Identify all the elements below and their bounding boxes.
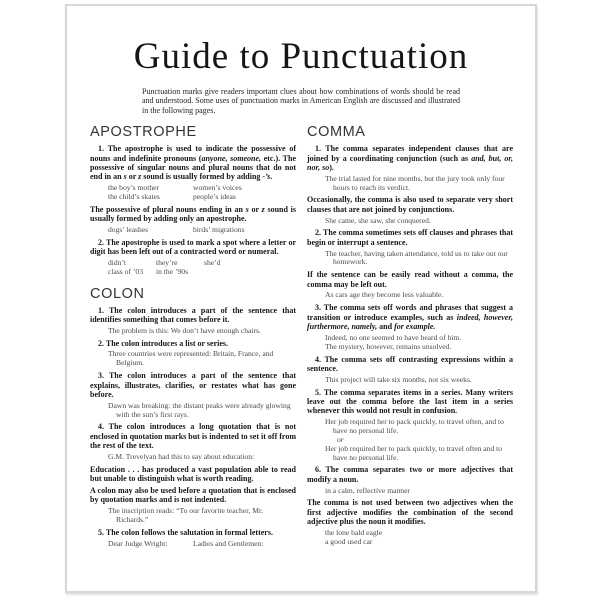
section-apostrophe [90, 124, 296, 276]
example-cell: Dear Judge Wright: [108, 538, 168, 548]
body-paragraph: 2. The comma sometimes sets off clauses and phrases that begin or interrupt a sentence. [307, 228, 513, 247]
example-block [307, 376, 513, 385]
example-row [90, 226, 296, 235]
example-cell: in the ’90s [156, 266, 189, 276]
example-line: The inscription reads: “To our favorite teacher, Mr. Richards.” [108, 505, 263, 524]
example-line: As cars age they become less valuable. [325, 290, 444, 300]
example-block [90, 350, 296, 368]
example-cell: women’s voices [193, 182, 242, 192]
example-block [307, 291, 513, 300]
example-cell: didn’t [108, 257, 127, 267]
example-line: or [337, 434, 344, 444]
example-line: The teacher, having taken attendance, told us to take out our homework. [325, 248, 508, 267]
example-block [307, 334, 513, 352]
example-columns [90, 259, 296, 277]
body-paragraph: A colon may also be used before a quotation that is enclosed by quotation marks and is not indented. [90, 485, 296, 505]
body-paragraph: 5. The colon follows the salutation in formal letters. [98, 527, 273, 537]
example-cell: dogs’ leashes [108, 224, 149, 234]
body-paragraph: 2. The apostrophe is used to mark a spot where a letter or digit has been left out of a contracted word or numeral. [90, 237, 296, 257]
example-block [90, 402, 296, 420]
example-cell: the child’s skates [108, 191, 160, 201]
example-block [307, 529, 513, 547]
example-line: Indeed, no one seemed to have heard of him. [325, 332, 462, 342]
example-line: the lone bald eagle [325, 527, 383, 537]
example-line: a good used car [325, 536, 373, 546]
example-columns [90, 226, 296, 235]
body-paragraph: The possessive of plural nouns ending in an s or z sound is usually formed by adding only an apostrophe. [90, 204, 296, 224]
example-cell: they’re [156, 257, 178, 267]
example-block [90, 453, 296, 462]
body-paragraph: 3. The comma sets off words and phrases that suggest a transition or introduce examples, such as indeed, however, furthermore, namely, and for example. [307, 303, 513, 331]
example-columns [90, 184, 296, 202]
example-cell: birds’ migrations [193, 224, 245, 234]
section-heading: APOSTROPHE [90, 124, 197, 141]
example-cell: class of ’03 [108, 266, 144, 276]
document-page [65, 4, 537, 593]
body-paragraph: 2. The colon introduces a list or series. [98, 338, 228, 348]
section-colon [90, 286, 296, 549]
body-paragraph: If the sentence can be easily read without a comma, the comma may be left out. [307, 270, 513, 289]
body-paragraph: 4. The comma sets off contrasting expressions within a sentence. [307, 354, 513, 373]
body-paragraph: The comma is not used between two adjectives when the first adjective modifies the combination of the second adjective plus the noun it modifies. [307, 498, 513, 527]
intro-paragraph: Punctuation marks give readers important clues about how combinations of words should be read and understood. Some uses of punctuation marks in American English are discussed and illustrated in the following pages. [142, 87, 460, 115]
example-block [90, 327, 296, 336]
body-paragraph: 3. The colon introduces a part of the sentence that explains, illustrates, clarifies, or restates what has gone before. [90, 371, 296, 399]
example-row [90, 268, 296, 277]
body-paragraph: 6. The comma separates two or more adjectives that modify a noun. [307, 465, 513, 484]
example-block [307, 250, 513, 268]
example-line: Dawn was breaking: the distant peaks were already glowing with the sun’s first rays. [108, 400, 291, 419]
example-line: The mystery, however, remains unsolved. [325, 341, 452, 351]
example-block [307, 418, 513, 463]
example-cell: Ladies and Gentlemen: [193, 538, 264, 548]
body-paragraph: 1. The colon introduces a part of the sentence that identifies something that comes before it. [90, 305, 296, 324]
section-comma [307, 124, 513, 546]
example-line: Her job required her to pack quickly, to travel often and to have no personal life. [325, 443, 503, 462]
example-line: G.M. Trevelyan had this to say about education: [108, 451, 255, 461]
body-paragraph: 5. The comma separates items in a series. Many writers leave out the comma before the last item in a series whenever this would not result in confusion. [307, 387, 513, 416]
example-line: She came, she saw, she conquered. [325, 215, 431, 225]
example-block [90, 507, 296, 525]
two-column-layout [67, 115, 535, 551]
column-right [307, 124, 513, 551]
body-paragraph: Education . . . has produced a vast population able to read but unable to distinguish what is worth reading. [90, 464, 296, 484]
section-heading: COMMA [307, 124, 366, 141]
example-columns [90, 540, 296, 549]
body-paragraph: 1. The comma separates independent clauses that are joined by a coordinating conjunction (such as and, but, or, nor, so). [307, 144, 513, 172]
body-paragraph: 4. The colon introduces a long quotation that is not enclosed in quotation marks but is indented to set it off from the rest of the text. [90, 422, 296, 451]
page-title: Guide to Punctuation [133, 36, 469, 77]
example-line: The trial lasted for nine months, but the jury took only four hours to reach its verdict. [325, 173, 505, 192]
example-line: This project will take six months, not six weeks. [325, 374, 472, 384]
example-cell: people’s ideas [193, 191, 236, 201]
section-heading: COLON [90, 285, 145, 302]
column-left [90, 124, 296, 551]
example-row [90, 193, 296, 202]
example-cell: she’d [204, 257, 221, 267]
example-line: Three countries were represented: Britain, France, and Belgium. [108, 349, 274, 368]
body-paragraph: Occasionally, the comma is also used to separate very short clauses that are not joined by conjunctions. [307, 195, 513, 214]
example-cell: the boy’s mother [108, 182, 160, 192]
body-paragraph: 1. The apostrophe is used to indicate the possessive of nouns and indefinite pronouns (anyone, someone, etc.). The possessive of singular nouns and plural nouns that do not end in an s or z sound is usually formed by adding -’s. [90, 144, 296, 182]
example-row [90, 540, 296, 549]
example-line: in a calm, reflective manner [325, 485, 410, 495]
example-line: Her job required her to pack quickly, to travel often, and to have no personal life. [325, 416, 504, 435]
example-line: The problem is this: We don’t have enough chairs. [108, 325, 261, 335]
example-block [307, 217, 513, 226]
example-block [307, 175, 513, 193]
example-block [307, 487, 513, 496]
